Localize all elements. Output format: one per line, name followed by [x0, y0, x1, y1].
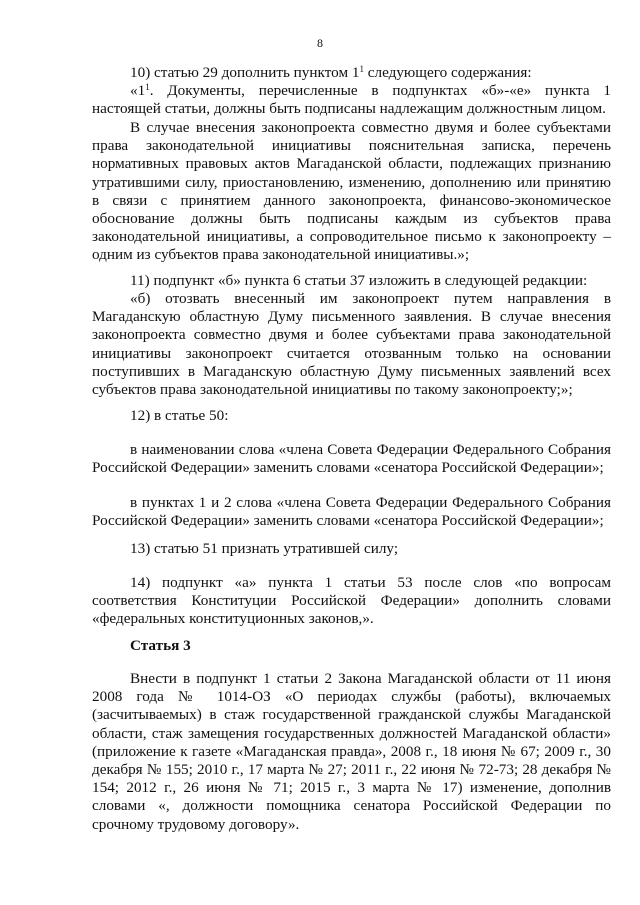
superscript: 1	[359, 64, 364, 74]
paragraph-joint-submission: В случае внесения законопроекта совместно двумя и более субъектами права законодательной инициативы пояснительная записка, перечень нормативных правовых актов Магаданской области, подлежащих признанию утратившими силу, приостановлению, изменению, дополнению или принятию в связи с принятием данного законопроекта, финансово-экономическое обоснование должны быть подписаны каждым из субъектов права законодательной инициативы, а сопроводительное письмо к законопроекту – одним из субъектов права законодательной инициативы.»;	[92, 119, 611, 264]
page-number: 8	[317, 36, 323, 50]
paragraph-item-10	[92, 64, 611, 82]
quote-1-1-text: . Документы, перечисленные в подпунктах «б»-«е» пункта 1 настоящей статьи, должны быть подписаны надлежащим должностным лицом.	[92, 82, 611, 118]
quote-1-1-start: «1	[130, 82, 146, 99]
article-heading: Статья 3	[130, 637, 191, 654]
paragraph-item-12: 12) в статье 50:	[130, 407, 229, 424]
paragraph-item-13: 13) статью 51 признать утратившей силу;	[130, 540, 399, 557]
item-10-text: 10) статью 29 дополнить пунктом 1	[130, 64, 360, 81]
paragraph-subitem-b: «б) отозвать внесенный им законопроект путем направления в Магаданскую областную Думу письменного заявления. В случае внесения законопроекта совместно двумя и более субъектами права законодательной инициативы законопроект считается отозванным только на основании поступивших в Магаданскую областную Думу письменных заявлений всех субъектов права законодательной инициативы по такому законопроекту;»;	[92, 290, 611, 399]
paragraph-item-12-points-change: в пунктах 1 и 2 слова «члена Совета Федерации Федерального Собрания Российской Федерации» заменить словами «сенатора Российской Федерации»;	[92, 494, 611, 530]
paragraph-item-12-title-change: в наименовании слова «члена Совета Федерации Федерального Собрания Российской Федерации» заменить словами «сенатора Российской Федерации»;	[92, 441, 611, 477]
superscript: 1	[145, 82, 150, 92]
paragraph-quote-1-1	[92, 82, 611, 118]
paragraph-item-14: 14) подпункт «а» пункта 1 статьи 53 после слов «по вопросам соответствия Конституции Российской Федерации» дополнить словами «федеральных конституционных законов,».	[92, 574, 611, 628]
paragraph-article-3: Внести в подпункт 1 статьи 2 Закона Магаданской области от 11 июня 2008 года № 1014-ОЗ «О периодах службы (работы), включаемых (засчитываемых) в стаж государственной гражданской службы Магаданской области, стаж замещения государственных должностей Магаданской области» (приложение к газете «Магаданская правда», 2008 г., 18 июня № 67; 2009 г., 30 декабря № 155; 2010 г., 17 марта № 27; 2011 г., 22 июня № 72-73; 28 декабря № 154; 2012 г., 26 июня № 71; 2015 г., 3 марта № 17) изменение, дополнив словами «, должности помощника сенатора Российской Федерации по срочному трудовому договору».	[92, 670, 611, 833]
paragraph-item-11: 11) подпункт «б» пункта 6 статьи 37 изложить в следующей редакции:	[130, 272, 588, 289]
item-10-text-end: следующего содержания:	[363, 64, 532, 81]
